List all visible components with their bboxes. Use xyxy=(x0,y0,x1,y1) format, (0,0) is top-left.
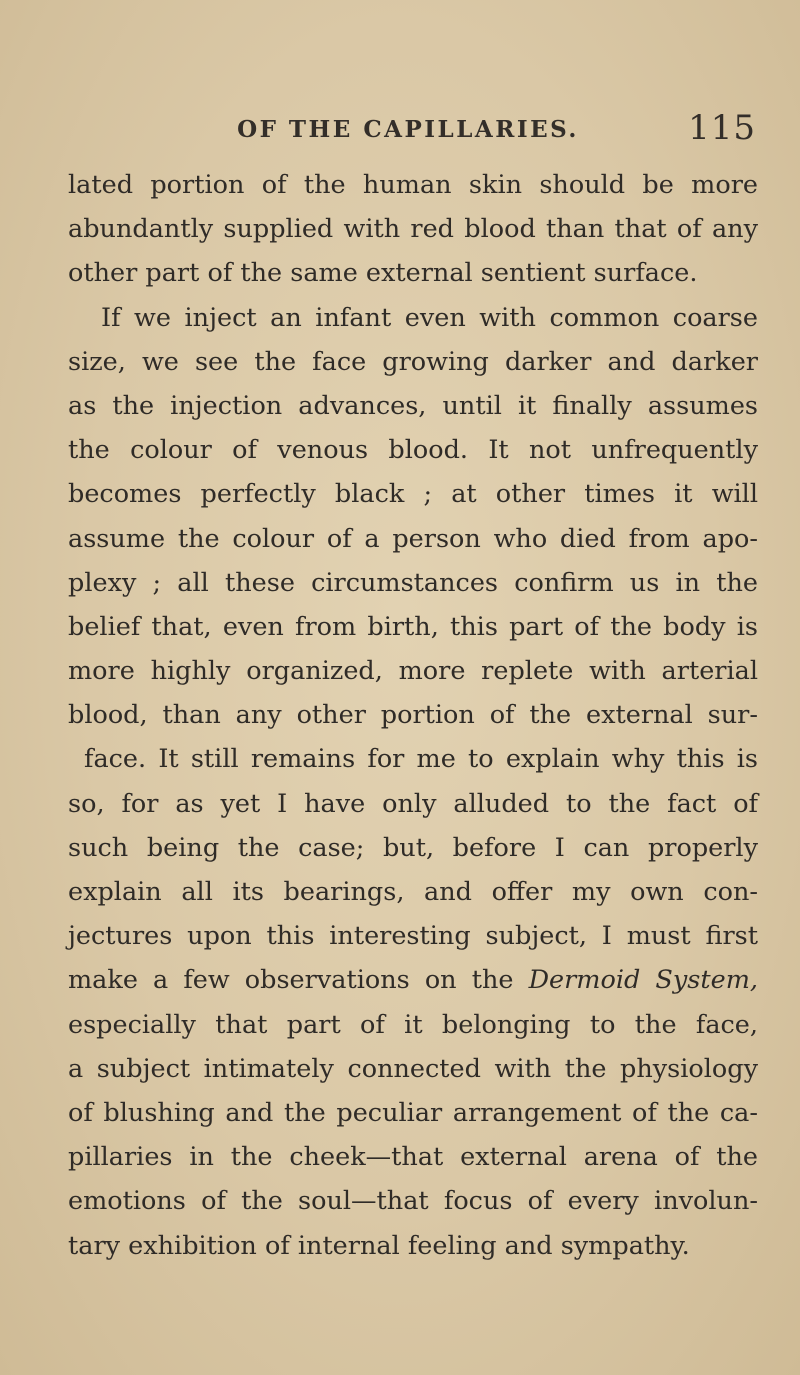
text-line: jectures upon this interesting subject, I must first xyxy=(68,921,758,952)
text-line: such being the case; but, before I can properly xyxy=(68,832,758,863)
text-line: as the injection advances, until it finally assumes xyxy=(68,390,758,421)
text-line: blood, than any other portion of the external sur- xyxy=(68,700,758,731)
body-text xyxy=(68,163,758,1268)
text-line: a subject intimately connected with the physiology xyxy=(68,1053,758,1084)
text-line: size, we see the face growing darker and darker xyxy=(68,346,758,377)
text-line: more highly organized, more replete with arterial xyxy=(68,656,758,687)
text-line: lated portion of the human skin should be more xyxy=(68,170,758,200)
text-segment: make a few observations on the xyxy=(68,965,529,996)
text-line: pillaries in the cheek—that external arena of the xyxy=(68,1142,758,1173)
text-line: belief that, even from birth, this part of the body is xyxy=(68,611,758,642)
chapter-running-title: OF THE CAPILLARIES. xyxy=(237,116,579,143)
text-line: assume the colour of a person who died from apo- xyxy=(68,523,758,554)
text-line: especially that part of it belonging to the face, xyxy=(68,1009,758,1040)
text-line: of blushing and the peculiar arrangement of the ca- xyxy=(68,1097,758,1128)
text-line: tary exhibition of internal feeling and sympathy. xyxy=(68,1230,690,1261)
text-line: the colour of venous blood. It not unfrequently xyxy=(68,435,758,466)
text-line: emotions of the soul—that focus of every involun- xyxy=(68,1186,758,1217)
running-head xyxy=(60,108,756,156)
text-line: abundantly supplied with red blood than that of any xyxy=(68,214,758,245)
page-number: 115 xyxy=(688,108,756,148)
text-line: becomes perfectly black ; at other times it will xyxy=(68,479,758,510)
text-line-with-italic xyxy=(68,958,758,1002)
text-line: other part of the same external sentient surface. xyxy=(68,258,698,289)
text-line: face. It still remains for me to explain why this is xyxy=(84,744,758,775)
text-line: so, for as yet I have only alluded to the fact of xyxy=(68,788,758,819)
text-line: If we inject an infant even with common coarse xyxy=(101,302,758,333)
text-line: explain all its bearings, and offer my own con- xyxy=(68,877,758,907)
italic-term: Dermoid System, xyxy=(528,965,758,996)
text-line: plexy ; all these circumstances confirm us in the xyxy=(68,567,758,598)
